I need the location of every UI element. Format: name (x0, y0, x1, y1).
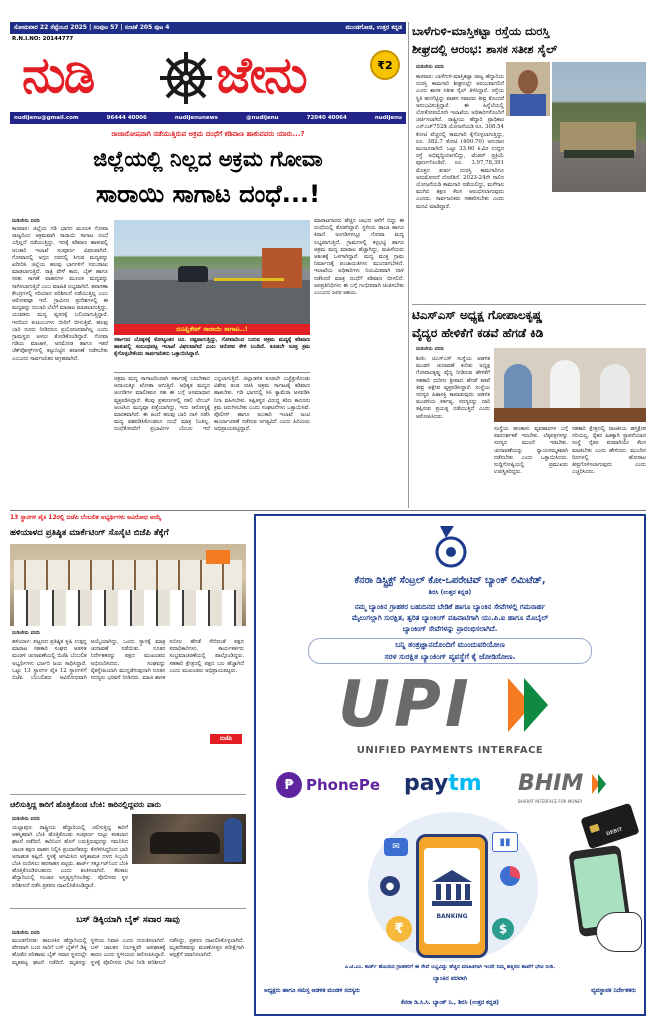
reg-no: R.N.I.NO: 20144777 (12, 36, 74, 42)
dateline-location: ಮುಂಡಗೋಡ, ಉತ್ತರ ಕನ್ನಡ (345, 24, 402, 31)
contact-twitter[interactable]: nudijenu (374, 115, 402, 121)
highway-story (412, 22, 646, 304)
contact-web[interactable]: nudijenunews (174, 115, 218, 121)
burnt-car (150, 832, 220, 854)
lead-headline-line-2: ಸಾರಾಯಿ ಸಾಗಾಟ ದಂಧೆ...! (95, 180, 321, 208)
car-shape (178, 266, 208, 282)
truck-body (560, 122, 636, 152)
highway-body: ಕಾರವಾರ: ಬಾಳೆಗುಳಿ-ಮಾಸ್ತಿಕಟ್ಟಾ ರಾಜ್ಯ ಹೆದ್ದಾರಿಯ ದುರಸ್ತಿ ಕಾಮಗಾರಿ ಶೀಘ್ರದಲ್ಲೇ ಆರಂಭವಾಗಲಿದೆ ಎಂದು ಶಾಸಕ ಸತೀಶ ಸೈಲ್ ತಿಳಿಸಿದ್ದಾರೆ. ರಸ್ತೆಯ ಸ್ಥಿತಿ ಹದಗೆಟ್ಟಿದ್ದು ವಾಹನ ಸವಾರರು ತೀವ್ರ ತೊಂದರೆ ಅನುಭವಿಸುತ್ತಿದ್ದಾರೆ. ಈ ಹಿನ್ನೆಲೆಯಲ್ಲಿ ಲೋಕೋಪಯೋಗಿ ಇಲಾಖೆಯ ಅಧಿಕಾರಿಗಳೊಂದಿಗೆ ಚರ್ಚಿಸಲಾಗಿದೆ. ರಾಷ್ಟ್ರೀಯ ಹೆದ್ದಾರಿ ಪ್ರಾಧಿಕಾರ ಎನ್‌ಎಚ್‌752ಡಿ ಯೋಜನೆಯಡಿ ರೂ. 308.54 ಕೋಟಿ ವೆಚ್ಚದಲ್ಲಿ ಕಾಮಗಾರಿ ಕೈಗೊಳ್ಳಲಾಗುತ್ತಿದ್ದು, ರೂ. 382.7 ಕೋಟಿ (400.70) ಅನುದಾನ ಮಂಜೂರಾಗಿದೆ. ಒಟ್ಟು 33.60 ಕಿ.ಮೀ ಉದ್ದದ ರಸ್ತೆ ಅಭಿವೃದ್ಧಿಯಾಗಲಿದ್ದು, ಟೆಂಡರ್ ಪ್ರಕ್ರಿಯೆ ಪೂರ್ಣಗೊಂಡಿದೆ. ರೂ. 3,97,78,391 ಮೊತ್ತದ ತುರ್ತು ದುರಸ್ತಿ ಕಾಮಗಾರಿಗೂ ಅನುಮೋದನೆ ದೊರೆತಿದೆ. 2023-24ನೇ ಸಾಲಿನ ಯೋಜನೆಯಡಿ ಕಾಮಗಾರಿ ನಡೆಯಲಿದ್ದು, ಮಳೆಗಾಲ ಮುಗಿದ ತಕ್ಷಣ ಕೆಲಸ ಆರಂಭಿಸಲಾಗುವುದು ಎಂದರು. ಸಾರ್ವಜನಿಕರು ಸಹಕರಿಸಬೇಕು ಎಂದು ಮನವಿ ಮಾಡಿದ್ದಾರೆ. (416, 74, 504, 210)
bjp-headline: ಹಳಿಯಾಳದ ಪ್ರತಿಷ್ಠಿತ ಮಾರ್ಕೆಟಿಂಗ್ ಸೊಸೈಟಿ ಬಿಜೆಪಿ ತೆಕ್ಕೆಗೆ (10, 528, 169, 538)
masthead-title-right: ಜೇನು (216, 46, 306, 104)
bhim-arrow-icon (592, 774, 606, 794)
bus-body: ಮುಂಡಗೋಡ: ತಾಲೂಕಿನ ಹೆದ್ದಾರಿಯಲ್ಲಿ ವೇಗವಾಗಿ ಬಂದ ಸಾರಿಗೆ ಬಸ್ ಬೈಕ್‌ಗೆ ಡಿಕ್ಕಿ ಹೊಡೆದ ಪರಿಣಾಮ ಬೈಕ್ ಸವಾರ ಸ್ಥಳದಲ್ಲೇ ಮೃತಪಟ್ಟ ಘಟನೆ ನಡೆದಿದೆ. ಮೃತನನ್ನು ಸ್ಥಳೀಯ ನಿವಾಸಿ ಎಂದು ಗುರುತಿಸಲಾಗಿದೆ. ಬಸ್ ಚಾಲಕನ ನಿರ್ಲಕ್ಷ್ಯವೇ ಅಪಘಾತಕ್ಕೆ ಕಾರಣ ಎಂದು ಸ್ಥಳೀಯರು ಆರೋಪಿಸಿದ್ದಾರೆ. ಸ್ಥಳಕ್ಕೆ ಪೊಲೀಸರು ಭೇಟಿ ನೀಡಿ ಪರಿಶೀಲನೆ ನಡೆಸಿದ್ದು, ಪ್ರಕರಣ ದಾಖಲಿಸಿಕೊಳ್ಳಲಾಗಿದೆ. ಮೃತದೇಹವನ್ನು ಮರಣೋತ್ತರ ಪರೀಕ್ಷೆಗಾಗಿ ಆಸ್ಪತ್ರೆಗೆ ರವಾನಿಸಲಾಗಿದೆ. (12, 938, 244, 966)
tsf-byline: ನುಡಿಜೇನು ವರದಿ (416, 346, 444, 352)
lead-byline: ನುಡಿಜೇನು ವರದಿ (12, 218, 40, 224)
price-badge (370, 50, 400, 80)
tsf-col-1: ಶಿರಸಿ: ಟಿಎಸ್‌ಎಸ್ ಸಂಸ್ಥೆಯ ಆಡಳಿತ ಮಂಡಳಿ ಚುನಾವಣೆ ಕುರಿತು ಅಧ್ಯಕ್ಷ ಗೋಪಾಲಕೃಷ್ಣ ವೈದ್ಯ ನೀಡಿರುವ ಹೇಳಿಕೆಗೆ ಸಹಕಾರಿ ಧುರೀಣ ಶ್ರೀಪಾದ ಹೆಗಡೆ ಕಡವೆ ತೀವ್ರ ಆಕ್ಷೇಪ ವ್ಯಕ್ತಪಡಿಸಿದ್ದಾರೆ. ಸಂಸ್ಥೆಯ ಸದಸ್ಯರ ಹಿತಾಸಕ್ತಿ ಕಾಪಾಡುವುದು ಆಡಳಿತ ಮಂಡಳಿಯ ಕರ್ತವ್ಯ. ಸದಸ್ಯರನ್ನು ದಾರಿ ತಪ್ಪಿಸುವ ಪ್ರಯತ್ನ ನಡೆಯುತ್ತಿದೆ ಎಂದು ಆರೋಪಿಸಿದರು. (416, 356, 490, 420)
masthead-title-left: ನುಡಿ (22, 46, 94, 104)
bank-name: ಕೆನರಾ ಡಿಸ್ಟ್ರಿಕ್ಟ್ ಸೆಂಟ್ರಲ್ ಕೋ-ಒಪರೇಟಿವ್ ಬ್ಯಾಂಕ್ ಲಿಮಿಟೆಡ್, (354, 575, 546, 586)
ship-wheel-icon (158, 50, 214, 106)
bank-city: ಶಿರಸಿ (ಉತ್ತರ ಕನ್ನಡ) (428, 589, 472, 596)
dollar-coin-icon: $ (492, 918, 514, 940)
bank-ad (254, 514, 646, 1016)
card-chip (589, 824, 600, 833)
lead-photo (114, 220, 310, 324)
debit-card (580, 803, 639, 850)
bjp-badge: ಬಿಜೆಪಿ (219, 735, 233, 742)
paytm-pay: pay (404, 771, 449, 796)
bjp-flag (206, 550, 230, 564)
column-divider (408, 22, 409, 508)
paytm-tm: tm (448, 771, 482, 796)
tsf-story (412, 306, 646, 508)
ad-tagline-2: ಸರಳ ಸುರಕ್ಷಿತ ಬ್ಯಾಂಕಿಂಗ್ ವ್ಯವಸ್ಥೆಗೆ ಕೈ ಜೋಡಿಸೋಣ. (384, 652, 516, 661)
car-headline: ಚಲಿಸುತ್ತಿದ್ದ ಕಾರಿಗೆ ಹೊತ್ತಿಕೊಂಡ ಬೆಂಕಿ: ಕಾರಿನಲ್ಲಿದ್ದವರು ಪಾರು (10, 800, 161, 809)
lead-col-3: ಮಾರಾಟಗಾರರು ಹೆಚ್ಚಿನ ಲಾಭದ ಆಸೆಗೆ ಬಿದ್ದು ಈ ದಂಧೆಯಲ್ಲಿ ತೊಡಗಿದ್ದಾರೆ. ಸ್ಥಳೀಯ ಡಾಬಾ ಹಾಗೂ ಕಿರಾಣಿ ಅಂಗಡಿಗಳಲ್ಲೂ ಗೋವಾ ಮದ್ಯ ಲಭ್ಯವಾಗುತ್ತಿದೆ. ಗ್ರಾಮಗಳಲ್ಲಿ ಕಳ್ಳಭಟ್ಟಿ ಹಾಗೂ ಅಕ್ರಮ ಮದ್ಯ ಮಾರಾಟ ಹೆಚ್ಚಾಗಿದ್ದು, ಮಹಿಳೆಯರು ಆತಂಕಕ್ಕೆ ಒಳಗಾಗಿದ್ದಾರೆ. ಮದ್ಯ ಮುಕ್ತ ಗ್ರಾಮ ನಿರ್ಮಾಣಕ್ಕೆ ಪಂಚಾಯತಿಗಳು ಮುಂದಾಗಬೇಕಿದೆ. ಇಲಾಖೆಯ ಅಧಿಕಾರಿಗಳು ನಿಯಮಿತವಾಗಿ ದಾಳಿ ನಡೆಸಿದರೆ ಮಾತ್ರ ದಂಧೆಗೆ ಕಡಿವಾಣ ಬೀಳಲಿದೆ. ಜನಪ್ರತಿನಿಧಿಗಳು ಈ ಬಗ್ಗೆ ಗಂಭೀರವಾಗಿ ಚಿಂತಿಸಬೇಕು ಎಂಬುದು ಜನರ ಆಶಯ. (314, 218, 404, 297)
upi-subtitle: UNIFIED PAYMENTS INTERFACE (356, 745, 544, 756)
highway-headline-line-1: ಬಾಳೆಗುಳಿ-ಮಾಸ್ತಿಕಟ್ಟಾ ರಸ್ತೆಯ ದುರಸ್ತಿ (412, 24, 550, 38)
bus-byline: ನುಡಿಜೇನು ವರದಿ (12, 930, 40, 936)
tsf-photo (494, 348, 646, 422)
rupee-coin-icon: ₹ (386, 916, 412, 942)
bhim-subtitle: BHARAT INTERFACE FOR MONEY (518, 799, 583, 804)
user-icon: ● (380, 876, 400, 896)
tsf-col-3: ಸಹಕಾರಿ ಕ್ಷೇತ್ರದಲ್ಲಿ ರಾಜಕೀಯ ಹಸ್ತಕ್ಷೇಪ ಸರಿಯಲ್ಲ. ರೈತರ ಹಿತಕ್ಕಾಗಿ ಸ್ಥಾಪನೆಯಾದ ಸಂಸ್ಥೆ ರೈತರ ಪರವಾಗಿಯೇ ಕೆಲಸ ಮಾಡಬೇಕು ಎಂದು ಹೇಳಿದರು. ಮುಂದಿನ ದಿನಗಳಲ್ಲಿ ಹೋರಾಟ ತೀವ್ರಗೊಳಿಸಲಾಗುವುದು ಎಂದು ಎಚ್ಚರಿಸಿದರು. (572, 426, 646, 476)
mla-photo (506, 62, 550, 116)
phonepe-icon: ₱ (276, 772, 302, 798)
chart-icon: ▮▮ (492, 832, 518, 852)
highway-headline-line-2: ಶೀಘ್ರದಲ್ಲಿ ಆರಂಭ: ಶಾಸಕ ಸತೀಶ ಸೈಲ್ (412, 42, 558, 56)
mla-face (518, 70, 538, 94)
bjp-photo (10, 544, 246, 626)
truck-photo (552, 62, 646, 192)
page-fold-divider (10, 510, 646, 511)
bank-building-icon (430, 868, 474, 908)
bjp-story (10, 512, 246, 794)
bjp-crowd-row-front (14, 590, 242, 626)
lead-boxed-text: ಸರ್ಕಾರದ ಬೊಕ್ಕಸಕ್ಕೆ ಕೋಟ್ಯಂತರ ರೂ. ನಷ್ಟವಾಗುತ್ತಿದ್ದು, ಗೋವಾದಿಂದ ಬರುವ ಅಕ್ರಮ ಮದ್ಯಕ್ಕೆ ಕಡಿವಾಣ ಹಾಕುವಲ್ಲಿ ಸಂಬಂಧಪಟ್ಟ ಇಲಾಖೆ ವಿಫಲವಾಗಿದೆ ಎಂಬ ಆರೋಪ ಕೇಳಿ ಬಂದಿದೆ. ಕೂಡಲೇ ಸೂಕ್ತ ಕ್ರಮ ಕೈಗೊಳ್ಳಬೇಕೆಂದು ಸಾರ್ವಜನಿಕರು ಒತ್ತಾಯಿಸಿದ್ದಾರೆ. (114, 337, 310, 373)
upi-logo-text: UPI (338, 668, 473, 742)
dateline: ಸೋಮವಾರ 22 ಸೆಪ್ಟೆಂಬರ 2025 | ಸಂಪುಟ 57 | ಸಂಚಿಕೆ 205 ಪುಟ 4 (14, 24, 170, 31)
tsf-table (494, 408, 646, 422)
bus-top-rule (10, 908, 246, 909)
bank-logo-icon (432, 520, 470, 570)
lead-photo-caption: ದೂಪ್ಲಿಕೇಟ್ ಸಾರಾಯಿ ಸಾಗಾಟ..! (176, 325, 248, 333)
barrier-shape (214, 278, 284, 281)
contact-phone-1[interactable]: 96444 40006 (106, 115, 147, 121)
bus-headline: ಬಸ್ ಡಿಕ್ಕಿಯಾಗಿ ಬೈಕ್ ಸವಾರ ಸಾವು (76, 915, 180, 925)
truck-trailer (564, 150, 634, 158)
upi-arrow-icon (506, 676, 550, 734)
ad-sign-address: ಕೆನರಾ ಡಿ.ಸಿ.ಸಿ. ಬ್ಯಾಂಕ್ ನಿ., ಶಿರಸಿ (ಉತ್ತರ ಕನ್ನಡ) (400, 1000, 500, 1006)
bhim-label: BHIM (518, 771, 584, 796)
contact-handle[interactable]: @nudijenu (246, 115, 279, 121)
firefighter (224, 818, 242, 862)
bjp-kicker: 13 ಸ್ಥಾನಗಳ ಪೈಕಿ 12ರಲ್ಲಿ ಬಿಜೆಪಿ ಬೆಂಬಲಿತ ಅಭ್ಯರ್ಥಿಗಳು ಅವಿರೋಧ ಆಯ್ಕೆ (10, 514, 162, 521)
ad-intro-3: ಬ್ಯಾಂಕಿಂಗ್ ಸೇವೆಗಳನ್ನು ಪ್ರಾರಂಭಿಸಲಾಗಿದೆ. (402, 625, 498, 633)
car-body: ಯಲ್ಲಾಪುರ: ರಾಷ್ಟ್ರೀಯ ಹೆದ್ದಾರಿಯಲ್ಲಿ ಚಲಿಸುತ್ತಿದ್ದ ಕಾರಿಗೆ ಆಕಸ್ಮಿಕವಾಗಿ ಬೆಂಕಿ ಹೊತ್ತಿಕೊಂಡು ಸಂಪೂರ್ಣ ಸುಟ್ಟು ಕರಕಲಾದ ಘಟನೆ ನಡೆದಿದೆ. ಕಾರಿನಿಂದ ಹೊಗೆ ಬರುತ್ತಿರುವುದನ್ನು ಗಮನಿಸಿದ ಚಾಲಕ ತಕ್ಷಣ ವಾಹನ ನಿಲ್ಲಿಸಿ ಪ್ರಯಾಣಿಕರನ್ನು ಕೆಳಗಿಳಿಸಿದ್ದರಿಂದ ಭಾರಿ ಅನಾಹುತ ತಪ್ಪಿದೆ. ಸ್ಥಳಕ್ಕೆ ಆಗಮಿಸಿದ ಅಗ್ನಿಶಾಮಕ ದಳದ ಸಿಬ್ಬಂದಿ ಬೆಂಕಿ ನಂದಿಸಲು ಹರಸಾಹಸ ಪಟ್ಟರು. ಶಾರ್ಟ್ ಸರ್ಕ್ಯೂಟ್‌ನಿಂದ ಬೆಂಕಿ ಹೊತ್ತಿಕೊಂಡಿರಬಹುದು ಎಂದು ಶಂಕಿಸಲಾಗಿದೆ. ಕೆಲಕಾಲ ಹೆದ್ದಾರಿಯಲ್ಲಿ ಸಂಚಾರ ಅಸ್ತವ್ಯಸ್ತಗೊಂಡಿತ್ತು. ಪೊಲೀಸರು ಸ್ಥಳ ಪರಿಶೀಲನೆ ನಡೆಸಿ ಪ್ರಕರಣ ದಾಖಲಿಸಿಕೊಂಡಿದ್ದಾರೆ. (12, 825, 128, 889)
tsf-headline-line-1: ಟಿಎಸ್‌ಎಸ್ ಅಧ್ಯಕ್ಷ ಗೋಪಾಲಕೃಷ್ಣ (412, 308, 543, 322)
contact-bar (10, 112, 406, 124)
contact-email[interactable]: nudijenu@gmail.com (14, 115, 79, 121)
tsf-headline-line-2: ವೈದ್ಯರ ಹೇಳಿಕೆಗೆ ಕಡವೆ ಹೆಗಡೆ ಕಿಡಿ (412, 326, 544, 340)
tsf-col-2: ಸಂಸ್ಥೆಯ ಹಣಕಾಸು ವ್ಯವಹಾರಗಳ ಬಗ್ಗೆ ಪಾರದರ್ಶಕತೆ ಇರಬೇಕು. ಲೆಕ್ಕಪತ್ರಗಳನ್ನು ಸದಸ್ಯರ ಮುಂದೆ ಇಡಬೇಕು. ಚುನಾವಣೆಯನ್ನು ನ್ಯಾಯಸಮ್ಮತವಾಗಿ ನಡೆಸಬೇಕು ಎಂದು ಒತ್ತಾಯಿಸಿದರು. ಸುದ್ದಿಗೋಷ್ಠಿಯಲ್ಲಿ ಪ್ರಮುಖರು ಉಪಸ್ಥಿತರಿದ್ದರು. (494, 426, 568, 476)
car-fire-story (10, 794, 246, 906)
car-byline: ನುಡಿಜೇನು ವರದಿ (12, 816, 40, 822)
highway-body-cont (552, 196, 646, 300)
ad-sign-left: ಅಧ್ಯಕ್ಷರು ಹಾಗೂ ಸಮಸ್ತ ಆಡಳಿತ ಮಂಡಳಿ ಸದಸ್ಯರು (264, 988, 360, 994)
lead-headline-line-1: ಜಿಲ್ಲೆಯಲ್ಲಿ ನಿಲ್ಲದ ಅಕ್ರಮ ಗೋವಾ (93, 147, 323, 171)
contact-phone-2[interactable]: 72040 40064 (306, 115, 347, 121)
highway-byline: ನುಡಿಜೇನು ವರದಿ (416, 64, 444, 70)
lead-col-2: ಅಕ್ರಮ ಮದ್ಯ ಸಾಗಾಟದಿಂದಾಗಿ ಸರ್ಕಾರಕ್ಕೆ ಬರಬೇಕಾದ ಆದಾಯಕ್ಕೂ ಖೋತಾ ಆಗುತ್ತಿದೆ. ಅಧಿಕೃತ ಮದ್ಯದ ಅಂಗಡಿಗಳ ಮಾಲೀಕರೂ ಸಹ ಈ ಬಗ್ಗೆ ಅಸಮಾಧಾನ ವ್ಯಕ್ತಪಡಿಸಿದ್ದಾರೆ. ಕೆಲವು ಪ್ರಕರಣಗಳಲ್ಲಿ ನಕಲಿ ಲೇಬಲ್ ಅಂಟಿಸಿದ ಮದ್ಯವೂ ಪತ್ತೆಯಾಗಿದ್ದು, ಇದು ಆರೋಗ್ಯಕ್ಕೆ ಮಾರಕವಾಗಿದೆ. ಈ ಹಿಂದೆ ಹಲವು ಬಾರಿ ದಾಳಿ ನಡೆಸಿ ಮದ್ಯ ವಶಪಡಿಸಿಕೊಂಡರೂ ದಂಧೆ ಮಾತ್ರ ನಿಂತಿಲ್ಲ. ದಂಧೆಕೋರರಿಗೆ ಪ್ರಭಾವಿಗಳ ಬೆಂಬಲ ಇದೆ ಎನ್ನಲಾಗುತ್ತಿದೆ. ಜಿಲ್ಲಾಡಳಿತ ಕೂಡಲೇ ಎಚ್ಚೆತ್ತುಕೊಂಡು ವಿಶೇಷ ತಂಡ ರಚಿಸಿ ಅಕ್ರಮ ಸಾಗಾಟಕ್ಕೆ ಕಡಿವಾಣ ಹಾಕಬೇಕು. ಗಡಿ ಭಾಗದಲ್ಲಿ ಸಿಸಿ ಕ್ಯಾಮೆರಾ ಅಳವಡಿಸಿ ನಿಗಾ ವಹಿಸಬೇಕು. ತಪ್ಪಿತಸ್ಥರ ವಿರುದ್ಧ ಕಠಿಣ ಕಾನೂನು ಕ್ರಮ ಜರುಗಿಸಬೇಕು ಎಂದು ಸಂಘಟನೆಗಳು ಒತ್ತಾಯಿಸಿವೆ. ಪೊಲೀಸ್ ಹಾಗೂ ಅಬಕಾರಿ ಇಲಾಖೆ ಜಂಟಿ ಕಾರ್ಯಾಚರಣೆ ನಡೆಸುವ ಅಗತ್ಯವಿದೆ ಎಂದು ಹಿರಿಯರು ಅಭಿಪ್ರಾಯಪಟ್ಟಿದ್ದಾರೆ. (114, 376, 310, 433)
card-label: DEBIT (605, 826, 624, 838)
pie-chart-icon (500, 866, 520, 886)
bjp-crowd-row-back (14, 560, 242, 590)
ad-intro-2: ಮೈಲುಗಲ್ಲಾಗಿ ಸುರಕ್ಷಿತ, ತ್ವರಿತ ಬ್ಯಾಂಕಿಂಗ್ ವಹಿವಾಟಿಗಾಗಿ ಯು.ಪಿ.ಐ ಹಾಗೂ ಮೊಬೈಲ್ (351, 614, 549, 622)
banking-label: BANKING (436, 913, 468, 920)
ad-tagline-1: ಬನ್ನಿ ತಂತ್ರಜ್ಞಾನದೊಂದಿಗೆ ಮುಂದುವರಿಯೋಣ (395, 640, 505, 649)
ad-sign-title: ಬ್ಯಾಂಕಿನ ಪರವಾಗಿ (432, 975, 468, 982)
mla-shirt (510, 94, 546, 116)
paytm-logo (404, 770, 500, 798)
masthead (10, 22, 406, 128)
checkpost-shape (262, 248, 302, 288)
bjp-body: ಹಳಿಯಾಳ: ಪಟ್ಟಣದ ಪ್ರತಿಷ್ಠಿತ ಕೃಷಿ ಉತ್ಪನ್ನ ಮಾರಾಟ ಸಹಕಾರಿ ಸಂಘದ ಆಡಳಿತ ಮಂಡಳಿ ಚುನಾವಣೆಯಲ್ಲಿ ಬಿಜೆಪಿ ಬೆಂಬಲಿತ ಅಭ್ಯರ್ಥಿಗಳು ಭರ್ಜರಿ ಜಯ ಸಾಧಿಸಿದ್ದಾರೆ. ಒಟ್ಟು 13 ಸ್ಥಾನಗಳ ಪೈಕಿ 12 ಸ್ಥಾನಗಳಿಗೆ ಬಿಜೆಪಿ ಬೆಂಬಲಿತರು ಅವಿರೋಧವಾಗಿ ಆಯ್ಕೆಯಾಗಿದ್ದು, ಒಂದು ಸ್ಥಾನಕ್ಕೆ ಮಾತ್ರ ಚುನಾವಣೆ ನಡೆಯಿತು. ನೂತನ ನಿರ್ದೇಶಕರನ್ನು ಪಕ್ಷದ ಮುಖಂಡರು ಅಭಿನಂದಿಸಿದರು. ಸಂಘವನ್ನು ರೈತಸ್ನೇಹಿಯಾಗಿ ಮುನ್ನಡೆಸುವುದಾಗಿ ನೂತನ ಸದಸ್ಯರು ಭರವಸೆ ನೀಡಿದರು. ಮಾಜಿ ಶಾಸಕ ಸುನೀಲ ಹೆಗಡೆ ಸೇರಿದಂತೆ ಪಕ್ಷದ ಪದಾಧಿಕಾರಿಗಳು, ಕಾರ್ಯಕರ್ತರು ಸಂಭ್ರಮಾಚರಣೆಯಲ್ಲಿ ಪಾಲ್ಗೊಂಡಿದ್ದರು. ಸಹಕಾರಿ ಕ್ಷೇತ್ರದಲ್ಲಿ ಪಕ್ಷದ ಬಲ ಹೆಚ್ಚಾಗಿದೆ ಎಂದು ಮುಖಂಡರು ಅಭಿಪ್ರಾಯಪಟ್ಟರು. (12, 639, 244, 682)
bus-story (10, 908, 246, 1016)
phonepe-label: PhonePe (306, 776, 380, 794)
car-photo-visible (132, 814, 246, 864)
lead-col-1: ಕಾರವಾರ: ಜಿಲ್ಲೆಯ ಗಡಿ ಭಾಗದ ಮೂಲಕ ಗೋವಾ ರಾಜ್ಯದಿಂದ ಅಕ್ರಮವಾಗಿ ಸಾರಾಯಿ ಸಾಗಾಟ ದಂಧೆ ಎಗ್ಗಿಲ್ಲದೆ ನಡೆಯುತ್ತಿದ್ದು, ಇದಕ್ಕೆ ಕಡಿವಾಣ ಹಾಕುವಲ್ಲಿ ಅಬಕಾರಿ ಇಲಾಖೆ ಸಂಪೂರ್ಣ ವಿಫಲವಾಗಿದೆ. ಗೋವಾದಲ್ಲಿ ಅಗ್ಗದ ದರದಲ್ಲಿ ಸಿಗುವ ಮದ್ಯವನ್ನು ಖರೀದಿಸಿ ಜಿಲ್ಲೆಯ ಹಲವು ಭಾಗಗಳಿಗೆ ಸರಬರಾಜು ಮಾಡಲಾಗುತ್ತಿದೆ. ರಾತ್ರಿ ವೇಳೆ ಕಾರು, ಬೈಕ್ ಹಾಗೂ ಸರಕು ಸಾಗಣೆ ವಾಹನಗಳ ಮೂಲಕ ಮದ್ಯವನ್ನು ಸಾಗಿಸಲಾಗುತ್ತಿದೆ ಎಂಬ ಮಾಹಿತಿ ಲಭ್ಯವಾಗಿದೆ. ತಪಾಸಣಾ ಕೇಂದ್ರಗಳಲ್ಲಿ ಸರಿಯಾದ ಪರಿಶೀಲನೆ ನಡೆಯುತ್ತಿಲ್ಲ ಎಂಬ ಆರೋಪವೂ ಇದೆ. ಗ್ರಾಮೀಣ ಪ್ರದೇಶಗಳಲ್ಲಿ ಈ ಮದ್ಯವನ್ನು ದುಬಾರಿ ಬೆಲೆಗೆ ಮಾರಾಟ ಮಾಡಲಾಗುತ್ತಿದ್ದು, ಯುವಕರು ಮದ್ಯ ವ್ಯಸನಕ್ಕೆ ಬಲಿಯಾಗುತ್ತಿದ್ದಾರೆ. ಇದರಿಂದ ಕುಟುಂಬಗಳು ಬೀದಿಗೆ ಬೀಳುತ್ತಿವೆ. ಹಲವು ಬಾರಿ ದೂರು ನೀಡಿದರೂ ಪ್ರಯೋಜನವಾಗಿಲ್ಲ ಎಂದು ಗ್ರಾಮಸ್ಥರು ಅಳಲು ತೋಡಿಕೊಂಡಿದ್ದಾರೆ. ಗೋವಾ ಗಡಿಯ ಮಾಜಾಳಿ, ಅನಮೋಡ ಹಾಗೂ ಇತರೆ ಚೆಕ್‌ಪೋಸ್ಟ್‌ಗಳಲ್ಲಿ ಕಟ್ಟುನಿಟ್ಟಿನ ತಪಾಸಣೆ ನಡೆಸಬೇಕು ಎಂಬುದು ಸಾರ್ವಜನಿಕರ ಆಗ್ರಹವಾಗಿದೆ. (12, 226, 108, 362)
ad-sign-right: ವ್ಯವಸ್ಥಾಪಕ ನಿರ್ದೇಶಕರು (591, 988, 636, 994)
ad-intro-1: ನಮ್ಮ ಬ್ಯಾಂಕಿನ ಗ್ರಾಹಕರ ಬಹುದಿನದ ಬೇಡಿಕೆ ಹಾಗೂ ಬ್ಯಾಂಕಿನ ಸೇವೆಗಳಲ್ಲಿ ಗಮನಾರ್ಹ (354, 603, 546, 611)
lead-story (10, 128, 406, 506)
lead-kicker: ರಾಜಾರೋಷವಾಗಿ ನಡೆಯುತ್ತಿರುವ ಅಕ್ರಮ ದಂಧೆಗೆ ಕಡಿವಾಣ ಹಾಕುವವರು ಯಾರು...? (111, 130, 305, 138)
highway-divider (412, 304, 646, 305)
chat-bubble-icon: ✉ (384, 838, 408, 856)
car-top-rule (10, 794, 246, 795)
bjp-byline: ನುಡಿಜೇನು ವರದಿ (12, 630, 40, 636)
price-text: ₹2 (377, 58, 393, 72)
hand-shape (596, 912, 642, 952)
ad-footer-line: ಎ.ಟಿ.ಎಂ. ಕಾರ್ಡ್ ಹೊಂದಿದ ಗ್ರಾಹಕರಿಗೆ ಈ ಸೇವೆ ಲಭ್ಯವಿದ್ದು ಹೆಚ್ಚಿನ ಮಾಹಿತಿಗಾಗಿ ಇಂದೇ ನಿಮ್ಮ ಹತ್ತಿರದ ಶಾಖೆಗೆ ಭೇಟಿ ನೀಡಿ. (344, 964, 556, 970)
